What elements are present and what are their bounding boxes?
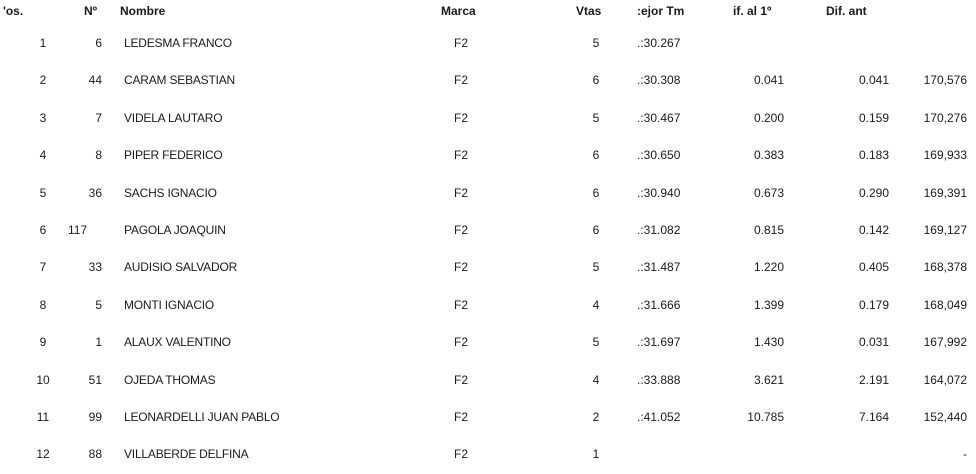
brand-cell: F2 xyxy=(453,73,468,87)
speed-cell: 170,576 xyxy=(923,73,967,87)
position-cell: 2 xyxy=(39,73,47,87)
position-cell: 12 xyxy=(36,447,50,461)
brand-cell: F2 xyxy=(453,186,468,200)
speed-cell: 167,992 xyxy=(923,335,967,349)
position-cell: 3 xyxy=(39,111,47,125)
laps-cell: 6 xyxy=(592,223,600,237)
gap-to-leader-cell: 0.673 xyxy=(753,186,784,200)
gap-to-leader-cell: 0.383 xyxy=(753,148,784,162)
laps-cell: 1 xyxy=(592,447,600,461)
brand-cell: F2 xyxy=(453,148,468,162)
table-row xyxy=(0,222,976,238)
laps-cell: 4 xyxy=(592,298,600,312)
table-row xyxy=(0,446,976,462)
laps-cell: 4 xyxy=(592,373,600,387)
header-mejor-tm: :ejor Tm xyxy=(637,4,685,18)
table-row xyxy=(0,35,976,51)
car-number-cell: 44 xyxy=(88,73,102,87)
brand-cell: F2 xyxy=(453,335,468,349)
gap-to-previous-cell: 0.183 xyxy=(858,148,889,162)
gap-to-previous-cell: 0.159 xyxy=(858,111,889,125)
brand-cell: F2 xyxy=(453,298,468,312)
table-row xyxy=(0,259,976,275)
best-time-cell: .:30.308 xyxy=(637,73,681,87)
driver-name-cell: OJEDA THOMAS xyxy=(124,373,216,387)
table-row xyxy=(0,110,976,126)
position-cell: 6 xyxy=(39,223,47,237)
speed-cell: 168,378 xyxy=(923,260,967,274)
laps-cell: 5 xyxy=(592,36,600,50)
best-time-cell: .:30.267 xyxy=(637,36,681,50)
gap-to-leader-cell: 0.815 xyxy=(753,223,784,237)
header-vtas: Vtas xyxy=(576,4,602,18)
car-number-cell: 8 xyxy=(95,148,102,162)
gap-to-previous-cell: 0.142 xyxy=(858,223,889,237)
brand-cell: F2 xyxy=(453,36,468,50)
position-cell: 8 xyxy=(39,298,47,312)
brand-cell: F2 xyxy=(453,447,468,461)
driver-name-cell: LEDESMA FRANCO xyxy=(124,36,232,50)
driver-name-cell: SACHS IGNACIO xyxy=(124,186,217,200)
speed-cell: 164,072 xyxy=(923,373,967,387)
position-cell: 11 xyxy=(36,410,50,424)
laps-cell: 6 xyxy=(592,186,600,200)
brand-cell: F2 xyxy=(453,111,468,125)
car-number-cell: 7 xyxy=(95,111,102,125)
car-number-cell: 51 xyxy=(88,373,102,387)
best-time-cell: .:31.487 xyxy=(637,260,681,274)
laps-cell: 6 xyxy=(592,73,600,87)
header-dif-anterior: Dif. ant xyxy=(826,4,867,18)
driver-name-cell: LEONARDELLI JUAN PABLO xyxy=(124,410,280,424)
best-time-cell: .:41.052 xyxy=(637,410,681,424)
gap-to-previous-cell: 0.290 xyxy=(858,186,889,200)
car-number-cell: 5 xyxy=(95,298,102,312)
best-time-cell: .:33.888 xyxy=(637,373,681,387)
driver-name-cell: AUDISIO SALVADOR xyxy=(124,260,238,274)
laps-cell: 5 xyxy=(592,111,600,125)
gap-to-previous-cell: 2.191 xyxy=(858,373,889,387)
gap-to-leader-cell: 0.200 xyxy=(753,111,784,125)
gap-to-leader-cell: 1.399 xyxy=(753,298,784,312)
gap-to-previous-cell: 7.164 xyxy=(858,410,889,424)
header-pos: 'os. xyxy=(3,4,24,18)
gap-to-leader-cell: 10.785 xyxy=(747,410,784,424)
driver-name-cell: PAGOLA JOAQUIN xyxy=(124,223,226,237)
position-cell: 4 xyxy=(39,148,47,162)
position-cell: 9 xyxy=(39,335,47,349)
table-row xyxy=(0,185,976,201)
driver-name-cell: CARAM SEBASTIAN xyxy=(124,73,236,87)
brand-cell: F2 xyxy=(453,260,468,274)
header-nombre: Nombre xyxy=(120,4,166,18)
best-time-cell: .:31.697 xyxy=(637,335,681,349)
best-time-cell: .:30.650 xyxy=(637,148,681,162)
gap-to-previous-cell: 0.031 xyxy=(858,335,889,349)
header-dif-primero: if. al 1º xyxy=(733,4,772,18)
driver-name-cell: PIPER FEDERICO xyxy=(124,148,223,162)
driver-name-cell: MONTI IGNACIO xyxy=(124,298,215,312)
position-cell: 7 xyxy=(39,260,47,274)
table-row xyxy=(0,297,976,313)
car-number-cell: 36 xyxy=(88,186,102,200)
car-number-cell: 117 xyxy=(68,223,88,237)
driver-name-cell: VIDELA LAUTARO xyxy=(124,111,223,125)
car-number-cell: 88 xyxy=(88,447,102,461)
speed-cell: 169,391 xyxy=(923,186,967,200)
speed-cell: 169,127 xyxy=(923,223,967,237)
speed-cell: 168,049 xyxy=(923,298,967,312)
brand-cell: F2 xyxy=(453,410,468,424)
gap-to-previous-cell: 0.405 xyxy=(858,260,889,274)
car-number-cell: 99 xyxy=(88,410,102,424)
gap-to-leader-cell: 0.041 xyxy=(753,73,784,87)
car-number-cell: 1 xyxy=(95,335,102,349)
table-row xyxy=(0,147,976,163)
gap-to-leader-cell: 3.621 xyxy=(753,373,784,387)
table-row xyxy=(0,409,976,425)
gap-to-leader-cell: 1.220 xyxy=(753,260,784,274)
car-number-cell: 33 xyxy=(88,260,102,274)
best-time-cell: .:30.940 xyxy=(637,186,681,200)
header-marca: Marca xyxy=(441,4,476,18)
driver-name-cell: ALAUX VALENTINO xyxy=(124,335,231,349)
laps-cell: 5 xyxy=(592,335,600,349)
best-time-cell: .:30.467 xyxy=(637,111,681,125)
driver-name-cell: VILLABERDE DELFINA xyxy=(124,447,249,461)
table-row xyxy=(0,372,976,388)
best-time-cell: .:31.666 xyxy=(637,298,681,312)
brand-cell: F2 xyxy=(453,373,468,387)
laps-cell: 2 xyxy=(592,410,600,424)
position-cell: 5 xyxy=(39,186,47,200)
speed-cell: 152,440 xyxy=(923,410,967,424)
gap-to-leader-cell: 1.430 xyxy=(753,335,784,349)
table-row xyxy=(0,334,976,350)
laps-cell: 6 xyxy=(592,148,600,162)
gap-to-previous-cell: 0.041 xyxy=(858,73,889,87)
brand-cell: F2 xyxy=(453,223,468,237)
position-cell: 10 xyxy=(36,373,50,387)
laps-cell: 5 xyxy=(592,260,600,274)
car-number-cell: 6 xyxy=(95,36,102,50)
best-time-cell: .:31.082 xyxy=(637,223,681,237)
table-row xyxy=(0,72,976,88)
position-cell: 1 xyxy=(39,36,47,50)
speed-cell: - xyxy=(963,447,967,461)
speed-cell: 169,933 xyxy=(923,148,967,162)
speed-cell: 170,276 xyxy=(923,111,967,125)
gap-to-previous-cell: 0.179 xyxy=(858,298,889,312)
header-numero: Nº xyxy=(84,4,98,18)
